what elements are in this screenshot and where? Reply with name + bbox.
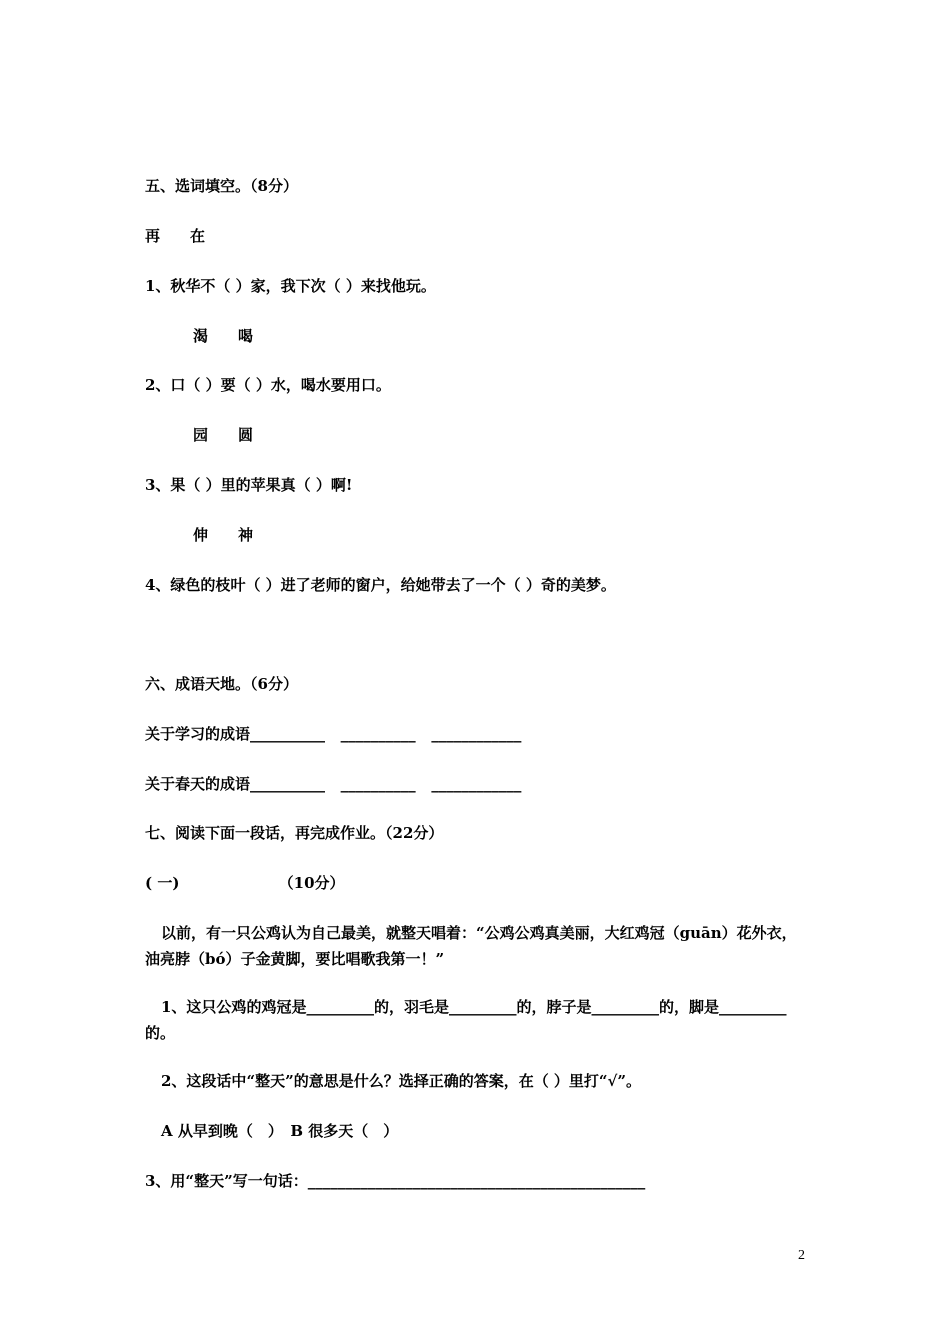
section6-idioms-study: 关于学习的成语__________ __________ ____________: [145, 725, 522, 743]
section6-title: 六、成语天地。（6分）: [145, 675, 298, 693]
reading-passage: 以前，有一只公鸡认为自己最美，就整天唱着：“公鸡公鸡真美丽，大红鸡冠（guān）花外衣，油亮脖（bó）子金黄脚，要比唱歌我第一！”: [145, 924, 797, 968]
section5-title: 五、选词填空。（8分）: [145, 177, 298, 195]
page-number: 2: [798, 1248, 805, 1263]
section5-word-pair-3: 园 圆: [193, 426, 254, 444]
section5-word-pair-2: 渴 喝: [193, 327, 254, 345]
section7-part-label: ( 一) （10分）: [145, 874, 345, 892]
section6-idioms-spring: 关于春天的成语__________ __________ ____________: [145, 775, 522, 793]
section5-question-2: 2、口（ ）要（ ）水，喝水要用口。: [145, 376, 391, 394]
section7-question-1: 1、这只公鸡的鸡冠是_________的，羽毛是_________的，脖子是_________的，脚是_________的。: [145, 998, 787, 1042]
section5-question-4: 4、绿色的枝叶（ ）进了老师的窗户，给她带去了一个（ ）奇的美梦。: [145, 576, 616, 594]
section7-options: A 从早到晚（ ） B 很多天（ ）: [161, 1122, 399, 1140]
section5-question-3: 3、果（ ）里的苹果真（ ）啊!: [145, 476, 353, 494]
section5-word-pair-4: 伸 神: [193, 526, 254, 544]
section5-word-pair-1: 再 在: [145, 227, 206, 245]
section7-title: 七、阅读下面一段话，再完成作业。（22分）: [145, 824, 444, 842]
section5-question-1: 1、秋华不（ ）家，我下次（ ）来找他玩。: [145, 277, 436, 295]
section7-question-3: 3、用“整天”写一句话：_____________________________________________: [145, 1172, 646, 1190]
section7-question-2: 2、这段话中“整天”的意思是什么？选择正确的答案，在（ ）里打“√”。: [161, 1072, 642, 1090]
